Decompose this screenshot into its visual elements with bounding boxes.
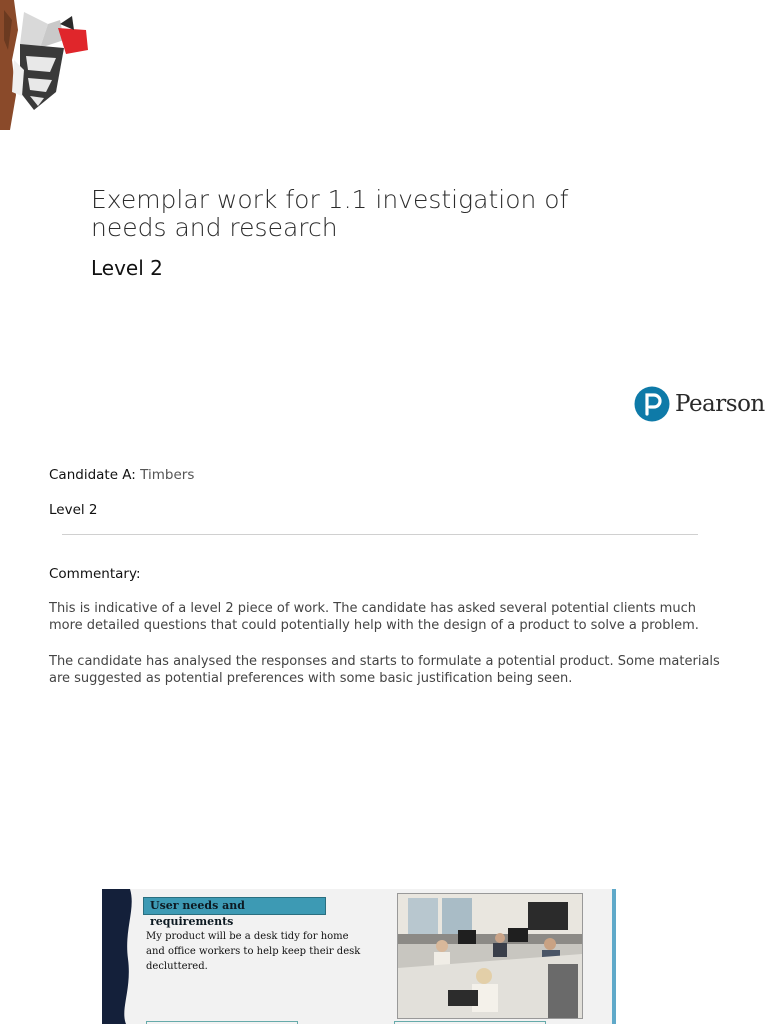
- pearson-logo: [634, 385, 765, 423]
- commentary-paragraph-2: The candidate has analysed the responses and starts to formulate a potential product. Some materials are suggested as potential preferences with some basic justification being seen.: [49, 654, 720, 686]
- woodpecker-logo-image: [0, 0, 92, 130]
- document-subtitle: Level 2: [91, 256, 163, 280]
- slide-heading: User needs and requirements: [143, 897, 326, 915]
- level-label: Level 2: [49, 502, 98, 518]
- slide-body-text: My product will be a desk tidy for home and office workers to help keep their desk decluttered.: [146, 931, 361, 972]
- slide-navy-curve: [102, 889, 142, 1024]
- commentary-heading: Commentary:: [49, 566, 141, 582]
- slide-accent-bar: [612, 889, 616, 1024]
- candidate-line: [49, 467, 194, 483]
- commentary-paragraph-1: This is indicative of a level 2 piece of work. The candidate has asked several potential clients much more detailed questions that could potentially help with the design of a product to solve a problem.: [49, 601, 699, 633]
- candidate-label: Candidate A:: [49, 467, 136, 483]
- pearson-wordmark: Pearson: [675, 391, 765, 417]
- embedded-slide: [102, 889, 616, 1024]
- divider: [62, 534, 698, 535]
- pearson-p-icon: [634, 385, 670, 423]
- document-title: Exemplar work for 1.1 investigation of needs and research: [91, 185, 569, 242]
- office-workers-photo: [397, 893, 583, 1019]
- candidate-value: Timbers: [140, 467, 195, 483]
